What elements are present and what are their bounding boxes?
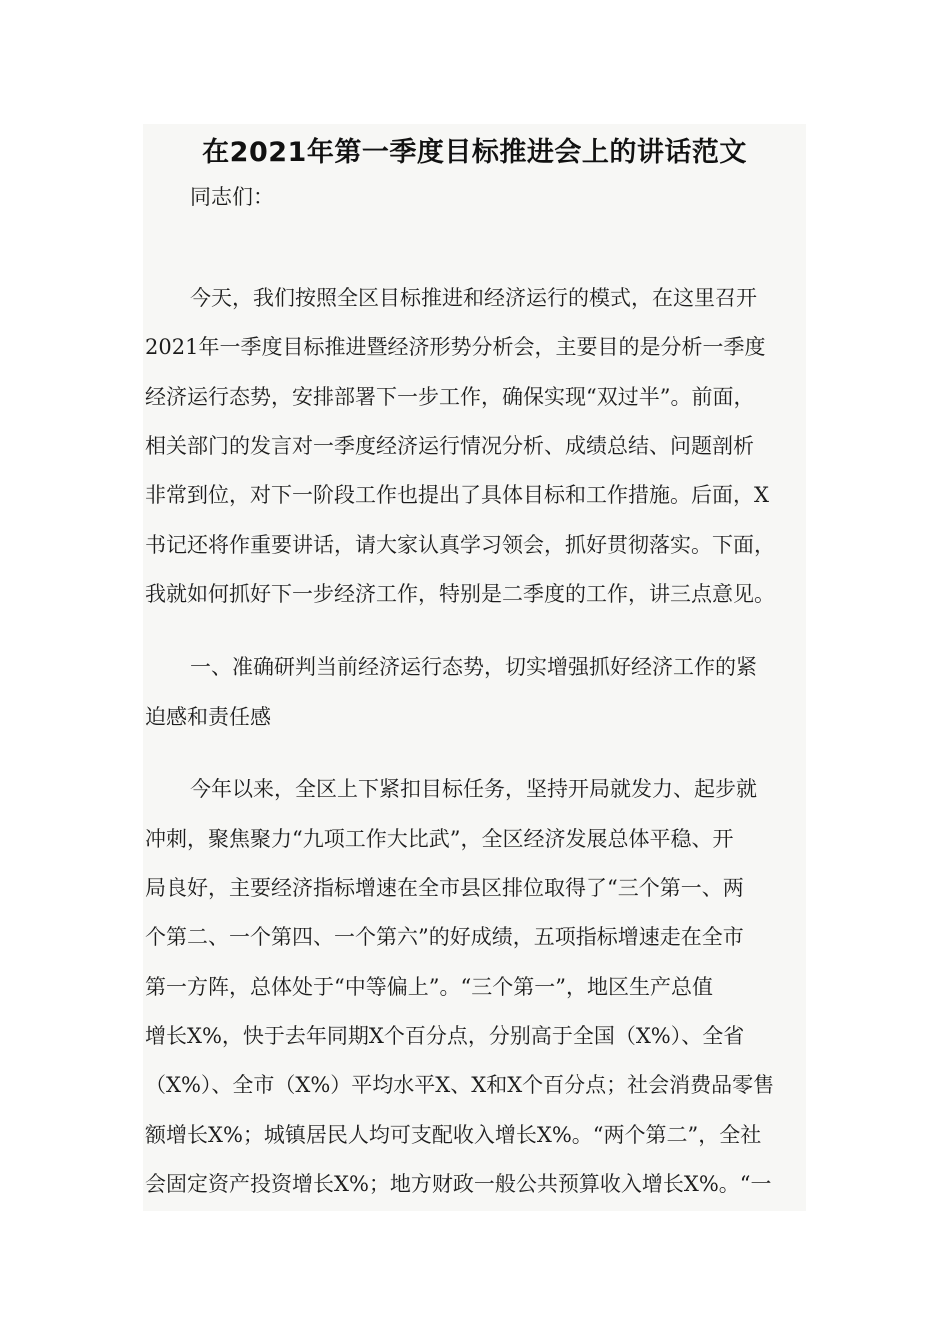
paragraph-line: 书记还将作重要讲话，请大家认真学习领会，抓好贯彻落实。下面， [145, 533, 775, 557]
paragraph-line: 第一方阵，总体处于“中等偏上”。“三个第一”，地区生产总值 [145, 975, 713, 999]
paragraph-line: 额增长X%；城镇居民人均可支配收入增长X%。“两个第二”，全社 [145, 1123, 762, 1147]
section-heading-line: 一、准确研判当前经济运行态势，切实增强抓好经济工作的紧 [190, 655, 757, 679]
paragraph-line: 我就如何抓好下一步经济工作，特别是二季度的工作，讲三点意见。 [145, 582, 775, 606]
document-title: 在2021年第一季度目标推进会上的讲话范文 [202, 137, 747, 168]
salutation: 同志们： [190, 185, 274, 209]
paragraph-line: 冲刺，聚焦聚力“九项工作大比武”，全区经济发展总体平稳、开 [145, 827, 734, 851]
paragraph-line: 经济运行态势，安排部署下一步工作，确保实现“双过半”。前面， [145, 385, 755, 409]
paragraph-line: （X%）、全市（X%）平均水平X、X和X个百分点；社会消费品零售 [145, 1073, 775, 1097]
paragraph-line: 增长X%，快于去年同期X个百分点，分别高于全国（X%）、全省 [145, 1024, 745, 1048]
paragraph-line: 今天，我们按照全区目标推进和经济运行的模式，在这里召开 [190, 286, 757, 310]
paragraph-line: 非常到位，对下一阶段工作也提出了具体目标和工作措施。后面，X [145, 483, 769, 507]
paragraph-line: 会固定资产投资增长X%；地方财政一般公共预算收入增长X%。“一 [145, 1172, 772, 1196]
paragraph-line: 局良好，主要经济指标增速在全市县区排位取得了“三个第一、两 [145, 876, 744, 900]
paragraph-line: 相关部门的发言对一季度经济运行情况分析、成绩总结、问题剖析 [145, 434, 754, 458]
paragraph-line: 个第二、一个第四、一个第六”的好成绩，五项指标增速走在全市 [145, 925, 744, 949]
section-heading-line: 迫感和责任感 [145, 705, 271, 729]
paragraph-line: 2021年一季度目标推进暨经济形势分析会，主要目的是分析一季度 [145, 335, 766, 359]
paragraph-line: 今年以来，全区上下紧扣目标任务，坚持开局就发力、起步就 [190, 777, 757, 801]
